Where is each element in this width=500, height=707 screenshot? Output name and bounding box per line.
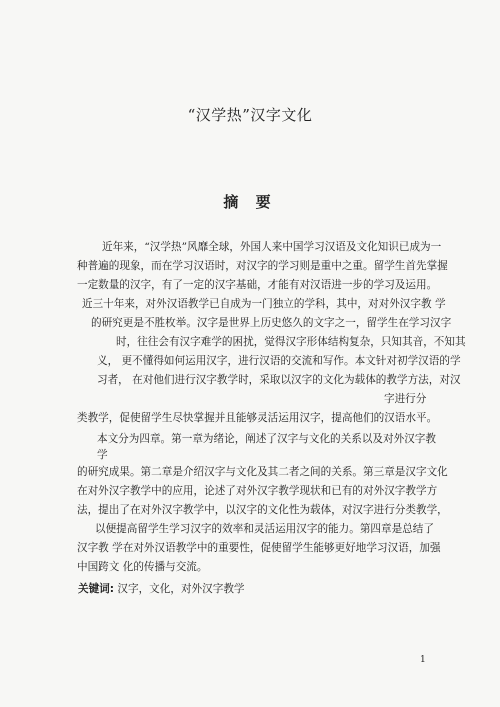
body-line: 学: [97, 449, 108, 461]
body-line: 义， 更不懂得如何运用汉字，进行汉语的交流和写作。本文针对初学汉语的学: [97, 355, 461, 367]
body-line: 的研究更是不胜枚举。汉字是世界上历史悠久的文字之一，留学生在学习汉字: [91, 317, 452, 329]
body-line: 时，往往会有汉字难学的困扰，觉得汉字形体结构复杂，只知其音，不知其: [116, 336, 466, 348]
body-line: 一定数量的汉字，有了一定的汉字基础，才能有对汉语进一步的学习及运用。: [77, 279, 438, 291]
body-line: 习者， 在对他们进行汉字教学时，采取以汉字的文化为载体的教学方法，对汉: [97, 374, 461, 386]
body-line: 字进行分: [384, 393, 427, 405]
page-number: 1: [420, 655, 426, 665]
keywords: [78, 581, 245, 596]
body-line: 类教学，促使留学生尽快掌握并且能够灵活运用汉字，提高他们的汉语水平。: [77, 412, 438, 424]
keywords-text: 汉字，文化，对外汉字教学: [117, 583, 245, 595]
abstract-heading: 摘 要: [223, 193, 277, 211]
body-line: 本文分为四章。第一章为绪论，阐述了汉字与文化的关系以及对外汉字教: [97, 433, 436, 445]
page-title: “汉学热”汉字文化: [187, 106, 313, 124]
body-line: 汉字教 学在对外汉语教学中的重要性，促使留学生能够更好地学习汉语，加强: [77, 542, 441, 554]
body-line: 以便提高留学生学习汉字的效率和灵活运用汉字的能力。第四章是总结了: [95, 523, 434, 535]
body-line: 种普遍的现象，而在学习汉语时，对汉字的学习则是重中之重。留学生首先掌握: [77, 260, 448, 272]
keywords-label: 关键词:: [78, 583, 115, 595]
body-line: 中国跨文 化的传播与交流。: [77, 561, 208, 573]
body-line: 近年来，“汉学热”风靡全球，外国人来中国学习汉语及文化知识已成为一: [102, 241, 442, 253]
body-line: 在对外汉字教学中的应用，论述了对外汉字教学现状和已有的对外汉字教学方: [77, 485, 438, 497]
body-line: 的研究成果。第二章是介绍汉字与文化及其二者之间的关系。第三章是汉字文化: [77, 466, 448, 478]
body-line: 法，提出了在对外汉字教学中，以汉字的文化性为载体，对汉字进行分类教学，: [77, 504, 448, 516]
body-line: 近三十年来，对外汉语教学已自成为一门独立的学科，其中，对对外汉字教 学: [82, 298, 446, 310]
